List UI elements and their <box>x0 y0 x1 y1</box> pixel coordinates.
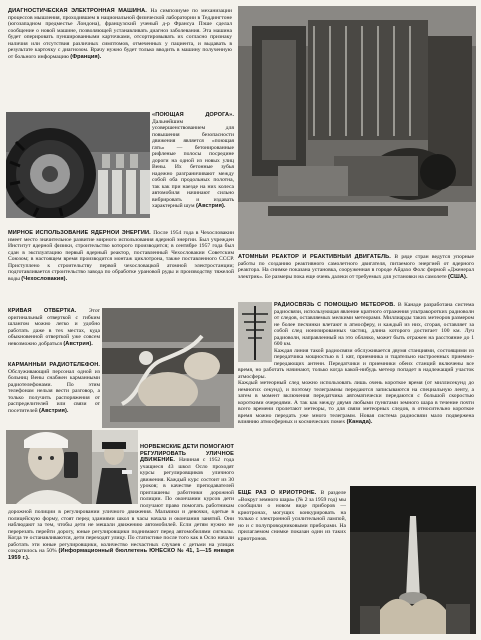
article-body: Дальнейшим усовершенствованием для повышения безопасности движения является «поющая гать» — бетонированные рифленые полосы посредине дороги на одной из новых улиц Вены. Их бетонные зубья надежно разграничивают между собой оба продольных полотна, так как при наезде на них колеса автомобиля начинают сильно вибрировать и издавать характерный шум <box>152 118 234 209</box>
article-title: НОРВЕЖСКИЕ ДЕТИ ПОМОГАЮТ РЕГУЛИРОВАТЬ УЛИЧНОЕ ДВИЖЕНИЕ. <box>140 444 234 463</box>
article-source: (Австрия). <box>63 340 93 347</box>
article-body: Начиная с 1952 года учащиеся 43 школ Осло проходят курсы регулировщиков уличного движения. Каждый курс состоит из 30 уроков; в качестве преподавателей приглашены работники дорожной полиции. По окончании курсов дети получают право помогать работникам дорожной полиции в регулировании уличного движения. Мальчики и девочки, одетые в полицейскую форму, стоят перед зданиями школ в часы начала и окончания занятий. Они наблюдают за тем, чтобы дети не мешали движению автомобилей. Если детям нужно не перерезать перейти дорогу, юные регулировщики поднимают перед автомобилями сигналы. Когда те останавливаются, дети переходят улицу. По статистике после того как в Осло начали работать эти юные регулировщики, количество несчастных случаев с детьми на улицах сократилось на 50% <box>8 457 234 554</box>
article-source: (Франция). <box>70 53 102 60</box>
article-nuclear-energy <box>8 230 234 310</box>
article-body: В ряде стран ведутся упорные работы по созданию реактивного самолетного двигателя, питаемого энергией от ядерного реактора. На снимке показана установка, сооруженная в городе Айдахо Фолс фирмой «Дженерал электрик». Ее размеры пока еще очень далеки от требуемых для установки на самолете <box>238 254 474 280</box>
article-meteor-radio <box>238 302 474 488</box>
article-title: МИРНОЕ ИСПОЛЬЗОВАНИЕ ЯДЕРНОЙ ЭНЕРГИИ. <box>8 230 154 236</box>
photo-singing-road <box>6 112 150 218</box>
article-source: (Канада). <box>346 419 373 425</box>
article-source: (США). <box>448 273 468 280</box>
article-norwegian-children <box>8 444 234 632</box>
article-paragraph: Каждая линия такой радиосвязи обслуживается двумя станциями, состоящими из передатчика мощностью в 1 квт, приемника и тщательно настроенных приемно-передающих антенн. Передатчики и приемники обеих станций включены все время, но работать начинают, только когда какой-нибудь метеор попадет в надлежащий участок атмосферы. <box>238 347 474 380</box>
article-source: (Чехословакия). <box>21 275 68 282</box>
article-source: (Информационный бюллетень ЮНЕСКО № 41, 1—15 января 1959 г.). <box>8 548 234 561</box>
article-paragraph: В Канаде разработана система радиосвязи, использующая явление кратного отражения ультракоротких радиоволн от следов, оставляемых мелкими метеорами. Миллиарды таких метеоров размером не более песчинки влетают в атмосферу, и каждый из них, сгорая, оставляет за собой след ионизированных частиц, длина которого достигает 100 км. Луч радиоволн, направленный на это облачко, может быть отражен на расстояние до 1 600 км. <box>274 302 474 347</box>
article-body: В разделе «Вокруг земного шара» (№ 2 за 1959 год) мы сообщили о новом виде приборов — криотронах, могущих конкурировать на только с электронной усилительной лампой, но и с полупроводниковыми приборами. На прилагаемом снимке показан один из таких криотронов. <box>238 490 346 542</box>
article-title: АТОМНЫЙ РЕАКТОР И РЕАКТИВНЫЙ ДВИГАТЕЛЬ. <box>238 254 395 260</box>
article-source: (Австрия). <box>39 407 69 414</box>
article-title: «ПОЮЩАЯ ДОРОГА». <box>152 112 234 118</box>
article-source: (Австрия). <box>195 203 226 209</box>
article-diagnostic-machine <box>8 8 232 114</box>
article-body: Обслуживающий персонал одной из больниц Вены снабжен карманными радиотелефонами. По этим телефонам нельзя вести разговор, а только получить распоряжения от распределителей или связи от посетителей <box>8 368 100 414</box>
photo-atomic-reactor <box>238 6 476 250</box>
article-title: ЕЩЕ РАЗ О КРИОТРОНЕ. <box>238 490 321 496</box>
photo-curved-screwdriver <box>102 308 234 428</box>
article-body: На симпозиуме по механизации процессов мышления, проходившем в национальной физической лаборатории в Теддингтоне (югозападном предместье Лондона), французский ученый д-р Франсуа Пэше сделал сообщение о новой машине, позволяющей устанавливать диагноз заболевания. Эта машина будет оперировать пуншированными карточками, отсортировывать их согласно признаку наличия или отсутствия различных симптомов, отмеченных у пациента, и выдавать в результате карточку с диагнозом. Врачу нужно будет только вводить в машину полученную от больного информацию <box>8 8 232 60</box>
article-screwdriver <box>8 308 100 364</box>
article-body: После 1954 года в Чехословакии имеет место значительное развитие мирного использования ядерной энергии. Был учрежден Институт ядерной физики, строительство которого производится; в сентябре 1957 года был сдан в эксплуатацию первый ядерный реактор, поставленный Чехословакии Советским Союзом; в настоящем время производится монтаж циклотрона, также поставленного СССР. Приступлено к строительству первой чехословацкой атомной электростанции; подготавливается строительство завода по обработке урановой руды и производству тяжелой воды <box>8 230 234 282</box>
article-title: РАДИОСВЯЗЬ С ПОМОЩЬЮ МЕТЕОРОВ. <box>274 302 398 308</box>
article-singing-road <box>152 112 234 228</box>
article-paragraph: Каждый метеорный след можно использовать лишь очень короткое время (от миллисекунд до немногих секунд), и поэтому телеграммы передаются записываются на специальную ленту, а затем в момент включения передатчика автоматически передаются с большой скоростью короткими очередями. А так как между двумя любыми пунктами земного шара в течение почти всего времени пролетают метеоры, то для связи метеорных следов, в относительно короткое время можно передать уже много телеграмм. Новая система радиосвязи мало подвержена влиянию атмосферных и космических помех <box>238 380 474 425</box>
article-cryotron <box>238 490 346 632</box>
article-body: Этот оригинальный отверткой с гибким шлангом можно легко и удобно работать даже в тех местах, куда обыкновенной отверткой уже совсем невозможно добраться <box>8 308 100 347</box>
article-title: ДИАГНОСТИЧЕСКАЯ ЭЛЕКТРОННАЯ МАШИНА. <box>8 8 151 14</box>
photo-cryotron <box>350 486 476 634</box>
article-reactor-jet <box>238 254 474 300</box>
article-title: КАРМАННЫЙ РАДИОТЕЛЕФОН. <box>8 362 100 368</box>
article-pocket-radiophone <box>8 362 100 430</box>
article-title: КРИВАЯ ОТВЕРТКА. <box>8 308 89 314</box>
